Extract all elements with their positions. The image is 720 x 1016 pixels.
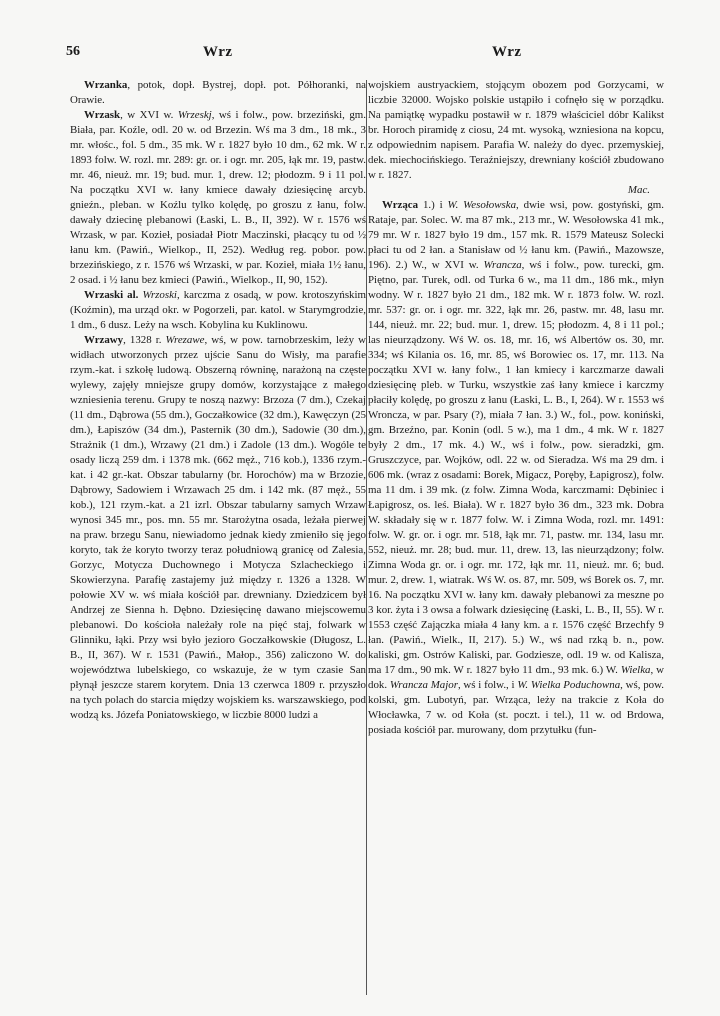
entry-text-pre: , 1328 r. — [123, 334, 166, 346]
historical-name: Wrzeskj — [177, 109, 212, 121]
entry-wrzawy-continued — [368, 78, 664, 198]
entry-wrzanka — [70, 78, 366, 108]
running-head-right: Wrz — [492, 44, 522, 60]
historical-name: Wrancza — [483, 259, 522, 271]
entry-wrzawy — [70, 333, 366, 723]
entry-text: , wś i folw., pow. brzeziński, gm. Biała, par. Koźle, odl. 20 w. od Brzezin. Wś ma 3 dm., 18 mk., 3 mr. włośc., fol. 5 dm., 35 mk. W r. 1827 było 10 dm., 62 mk. W r. 1893 folw. W. rozl. mr. 289: gr. or. i ogr. mr. 205, łąk mr. 19, pastw. mr. 46, nieuż. mr. 19; bud. mur. 1, drew. 12; płodozm. 9 i 11 pol. Na początku XVI w. łany kmiece dawały dziesięcinę arcyb. gnieźn., pleban. w Koźlu tylko kolędę, po groszu z łanu, folw. dawały dziecinę plebanowi (Łaski, L. B., II, 392). W r. 1576 wś Wrzask, w par. Kozieł, posiadał Piotr Maczinski, płacący tu od ½ łanu km. (Pawiń., Wielkop., II, 252). Według reg. pobor. pow. brzezińskiego, z r. 1576 wś Wrzaski, w par. Kozieł, miała 1½ łanu, 2 osad. i ½ łanu bez kmieci (Pawiń., Wielkop., II, 90, 152). — [70, 109, 366, 286]
alternate-name: Wrzoski — [142, 289, 177, 301]
entry-wrzask — [70, 108, 366, 288]
entry-wrzaca — [368, 198, 664, 738]
variant-name: W. Wesołowska — [447, 199, 517, 211]
right-column — [368, 78, 664, 1008]
entry-text: wojskiem austryackiem, stojącym obozem pod Gorzycami, w liczbie 32000. Wojsko polskie ustąpiło i cofnęło się w porządku. Na pamiątkę wypadku postawił w r. 1879 właściciel dóbr Kalikst br. Horoch piramidę z ciosu, 24 mt. wysoką, wzniesiona na kopcu, z odpowiednim napisem. Parafia W. należy do dyec. przemyskiej, dek. miechocińskiego. Teraźniejszy, drewniany kościół zbudowano w r. 1827. — [368, 79, 664, 181]
entry-text: , wś, w pow. tarnobrzeskim, leży w widłach utworzonych przez ujście Sanu do Wisły, ma parafie rzym.-kat. i szkołę ludową. Obszerną równinę, narażoną na częste wylewy, zajęły mniejsze grupy domów, korzystające z małego wzniesienia terenu. Grupy te noszą nazwy: Brzoza (7 dm.), Czekaj (11 dm., Dąbrowa (55 dm.), Goczałkowice (32 dm.), Kawęczyn (25 dm.), Łapiszów (34 dm.), Pasternik (30 dm.), Sadowie (30 dm.), Strażnik (1 dm.), Wrzawy (21 dm.) i Zadole (13 dm.). Wogóle te osady liczą 259 dm. i 1378 mk. (662 męż., 716 kob.), 1336 rzym.-kat. i 42 gr.-kat. Obszar tabularny (br. Horochów) ma w Brzozie, Dąbrowy, Sadowiem i Wrzawach 25 dm. i 142 mk. (87 męż., 55 kob.), 121 rzym.-kat. a 21 izrl. Obszar tabularny samych Wrzaw wynosi 345 mr., pos. mn. 55 mr. Starożytna osada, leżała pierwej na praw. brzegu Sanu, niewiadomo jednak kiedy zmieniło się jego koryto, tak że koryto tworzy teraz południową granicę od Zalesia, Gorzyc, Motycza Duchownego i Motycza Szlacheckiego i Skowierzyna. Parafię zastajemy już między r. 1326 a 1328. W połowie XV w. wś miała kościół par. drewniany. Dziedzicem był Andrzej ze Sienna h. Dębno. Dziesięcinę dawano miejscowemu plebanowi. Do kościoła należały role na pięć staj, folwark w Glinniku, łąki. Przy wsi było jezioro Goczałkowskie (Długosz, L. B., II, 367). W r. 1531 (Pawiń., Małop., 356) zaliczono W. do województwa lubelskiego, co wskazuje, że w tym czasie San płynął jeszcze starem korytem. Dnia 13 czerwca 1809 r. przyszło na tych polach do starcia między wojskiem ks. warszawskiego, pod wodzą ks. Józefa Poniatowskiego, w liczbie 8000 ludzi a — [70, 334, 366, 721]
historical-name: Wrancza Major — [389, 679, 458, 691]
column-divider — [366, 80, 367, 995]
entry-wrzaski — [70, 288, 366, 333]
author-signature: Mac. — [627, 184, 650, 196]
entry-text-pre: 1.) i — [418, 199, 448, 211]
variant-name: Wielka — [620, 664, 651, 676]
entry-text: , dwie wsi, pow. gostyński, gm. Rataje, par. Solec. W. ma 87 mk., 213 mr., W. Wesołowska 41 mk., 79 mr. W r. 1827 było 19 dm., 157 mk. R. 1579 Mateusz Solecki płaci tu od 2 łan. a Stanisław od ½ łanu km. (Pawiń., Mazowsze, 196). 2.) W., w XVI w. — [368, 199, 664, 271]
running-head-left: Wrz — [203, 44, 233, 60]
headword: Wrzawy — [84, 334, 124, 346]
headword: Wrzaski al. — [84, 289, 139, 301]
entry-text: , wś i folw., pow. turecki, gm. Piętno, par. Turek, odl. od Turka 6 w., ma 11 dm., 186 mk., młyn wodny. W r. 1827 było 21 dm., 182 mk. W r. 1873 folw. W. rozl. mr. 537: gr. or. i ogr. mr. 322, łąk mr. 26, pastw. mr. 48, lasu mr. 144, nieuż. mr. 22; bud. mur. 1, drew. 15; płodozm. 4, 8 i 11 pol.; las nieurządzony. Wś W. os. 18, mr. 16, wś Albertów os. 30, mr. 334; wś Kilania os. 16, mr. 85, wś Borowiec os. 17, mr. 113. Na początku XVI w. łany folw., 1 łan kmiecy i karczmarze dawali dziesięcinę pleb. w Turku, wszystkie zaś łany kmiece i karczmy płaciły kolędę, po groszu z łanu (Łaski, L. B., I, 264). W r. 1553 wś Wroncza, w par. Psary (?), miała 7 łan. 3.) W., fol., pow. koniński, gm. Brzeźno, par. Konin (odl. 5 w.), ma 1 dm., 4 mk. W r. 1827 były 2 dm., 17 mk. 4.) W., wś i folw., pow. sieradzki, gm. Gruszczyce, par. Wojków, odl. 22 w. od Sieradza. Wś ma 29 dm. i 606 mk. (wraz z osadami: Borek, Migacz, Poręby, Łapigrosz), folw. ma 11 dm. i 39 mk. (z folw. Zimna Woda, karczmami: Dębiniec i Łapigrosz, os. leś. Biała). W r. 1827 było 36 dm., 323 mk. Dobra W. składały się w r. 1877 folw. W. i Zimna Woda, rozl. mr. 1491: folw. W. gr. or. i ogr. mr. 518, łąk mr. 71, pastw. mr. 134, lasu mr. 552, nieuż. mr. 28; bud. mur. 11, drew. 13, las nieurządzony; folw. Zimna Woda gr. or. i ogr. mr. 172, łąk mr. 11, nieuż. mr. 6; bud. mur. 2, drew. 1, wiatrak. Wś W. os. 87, mr. 509, wś Borek os. 7, mr. 16. Na początku XVI w. łany km. dawały plebanowi za meszne po 3 kor. żyta i 3 owsa a folwark dziesięcinę (Łaski, L. B., II, 55). W r. 1553 część Zajączka miała 4 łany km. a r. 1576 część Brzechfy 9 łan. (Pawiń., Wielk., II, 217). 5.) W., wś nad rzką b. n., pow. kaliski, gm. Ostrów Kaliski, par. Godziesze, odl. 19 w. od Kalisza, ma 17 dm., 90 mk. W r. 1827 było 11 dm., 93 mk. 6.) W. — [368, 259, 664, 676]
page-header — [0, 44, 720, 64]
left-column — [70, 78, 366, 1008]
entry-text: , karczma z osadą, w pow. krotoszyńskim (Koźmin), ma urząd okr. w Pogorzeli, par. katol. w Starymgrodzie, 1 dm., 6 dusz. Leży na wsch. Kobylina ku Kuklinowu. — [70, 289, 366, 331]
entry-text-pre: , w XVI w. — [120, 109, 178, 121]
variant-name: W. Wielka Poduchowna — [517, 679, 621, 691]
entry-text: , potok, dopł. Bystrej, dopł. pot. Półhoranki, na Orawie. — [70, 79, 366, 106]
entry-text: , w dok. — [368, 664, 664, 691]
historical-name: Wrezawe — [165, 334, 205, 346]
entry-text: , wś i folw., i — [457, 679, 518, 691]
headword: Wrzask — [84, 109, 121, 121]
page-number: 56 — [66, 44, 80, 59]
headword: Wrząca — [382, 199, 419, 211]
entry-text: , wś, pow. kolski, gm. Lubotyń, par. Wrząca, leży na trakcie z Koła do Włocławka, 7 w. od Koła (st. poczt. i tel.), 11 w. od Brdowa, posiada kościół par. murowany, dom przytułku (fun- — [368, 679, 664, 736]
headword: Wrzanka — [84, 79, 128, 91]
